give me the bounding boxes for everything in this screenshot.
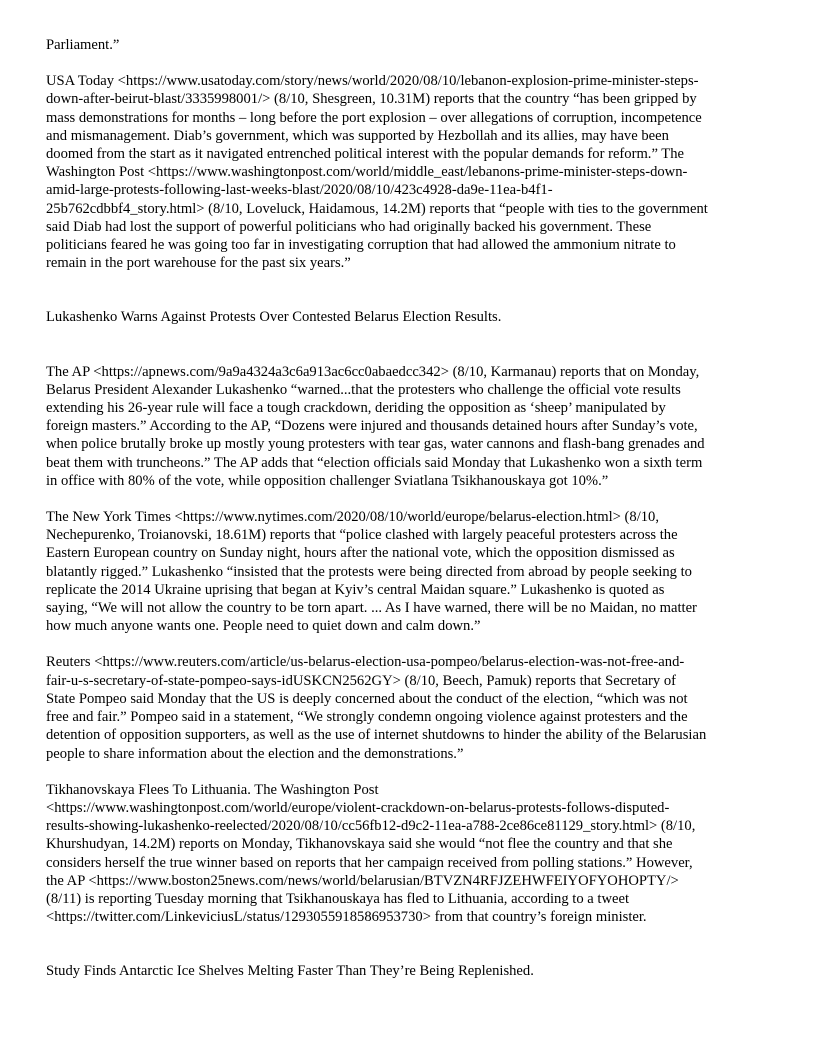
paragraph-reuters: Reuters <https://www.reuters.com/article/us-belarus-election-usa-pompeo/belarus-election-was-not-free-and- fair-u-s-secretary-of-state-pompeo-says-idUSKCN2562GY> (8/10, Beech, Pamuk) reports that Secretary of State Pompeo said Monday that the US is deeply concerned about the conduct of the election, “which was not free and fair.” Pompeo said in a statement, “We strongly condemn ongoing violence against protesters and the detention of opposition supporters, as well as the use of internet shutdowns to hinder the ability of the Belarusian people to share information about the election and the demonstrations.” [46, 654, 707, 762]
paragraph-usa-today-washington-post: USA Today <https://www.usatoday.com/story/news/world/2020/08/10/lebanon-explosion-prime-minister-steps- down-after-beirut-blast/3335998001/> (8/10, Shesgreen, 10.31M) reports that the country “has been gripped by mass demonstrations for months – long before the port explosion – over allegations of corruption, incompetence and mismanagement. Diab’s government, which was supported by Hezbollah and its allies, may have been doomed from the start as it navigated entrenched political interest with the popular demands for reform.” The Washington Post <https://www.washingtonpost.com/world/middle_east/lebanons-prime-minister-steps-down- amid-large-protests-following-last-weeks-blast/2020/08/10/423c4928-da9e-11ea-b4f1- 25b762cdbbf4_story.html> (8/10, Loveluck, Haidamous, 14.2M) reports that “people with ties to the government said Diab had lost the support of powerful politicians who had originally backed his government. These politicians feared he was going too far in investigating corruption that had allowed the ammonium nitrate to remain in the port warehouse for the past six years.” [46, 73, 708, 272]
paragraph-tikhanovskaya-flees: Tikhanovskaya Flees To Lithuania. The Washington Post <https://www.washingtonpost.com/world/europe/violent-crackdown-on-belarus-protests-follows-disputed- results-showing-lukashenko-reelected/2020/08/10/cc56fb12-d9c2-11ea-a788-2ce86ce81129_story.html> (8/10, Khurshudyan, 14.2M) reports on Monday, Tikhanovskaya said she would “not flee the country and that she considers herself the true winner based on reports that her campaign received from polling stations.” However, the AP <https://www.boston25news.com/news/world/belarusian/BTVZN4RFJZEHWFEIYOFYOHOPTY/> (8/11) is reporting Tuesday morning that Tsikhanouskaya has fled to Lithuania, according to a tweet <https://twitter.com/LinkeviciusL/status/1293055918586953730> from that country’s foreign minister. [46, 781, 696, 926]
paragraph-parliament-closing: Parliament.” [46, 37, 120, 53]
document-page [46, 36, 774, 981]
headline-antarctic-ice-shelves: Study Finds Antarctic Ice Shelves Melting Faster Than They’re Being Replenished. [46, 963, 534, 980]
paragraph-new-york-times: The New York Times <https://www.nytimes.com/2020/08/10/world/europe/belarus-election.html> (8/10, Nechepurenko, Troianovski, 18.61M) reports that “police clashed with largely peaceful protesters across the Eastern European country on Sunday night, hours after the national vote, which the opposition dismissed as blatantly rigged.” Lukashenko “insisted that the protests were being directed from abroad by people seeking to replicate the 2014 Ukraine uprising that began at Kyiv’s central Maidan square.” Lukashenko is quoted as saying, “We will not allow the country to be torn apart. ... As I have warned, there will be no Maidan, no matter how much anyone wants one. People need to quiet down and calm down.” [46, 509, 697, 635]
headline-lukashenko-warns: Lukashenko Warns Against Protests Over Contested Belarus Election Results. [46, 309, 502, 326]
paragraph-ap-karmanau: The AP <https://apnews.com/9a9a4324a3c6a913ac6cc0abaedcc342> (8/10, Karmanau) reports that on Monday, Belarus President Alexander Lukashenko “warned...that the protesters who challenge the official vote results extending his 26-year rule will face a tough crackdown, deriding the opposition as ‘sheep’ manipulated by foreign masters.” According to the AP, “Dozens were injured and thousands detained hours after Sunday’s vote, when police brutally broke up mostly young protesters with tear gas, water cannons and flash-bang grenades and beat them with truncheons.” The AP adds that “election officials said Monday that Lukashenko won a sixth term in office with 80% of the vote, while opposition challenger Sviatlana Tsikhanouskaya got 10%.” [46, 363, 705, 489]
